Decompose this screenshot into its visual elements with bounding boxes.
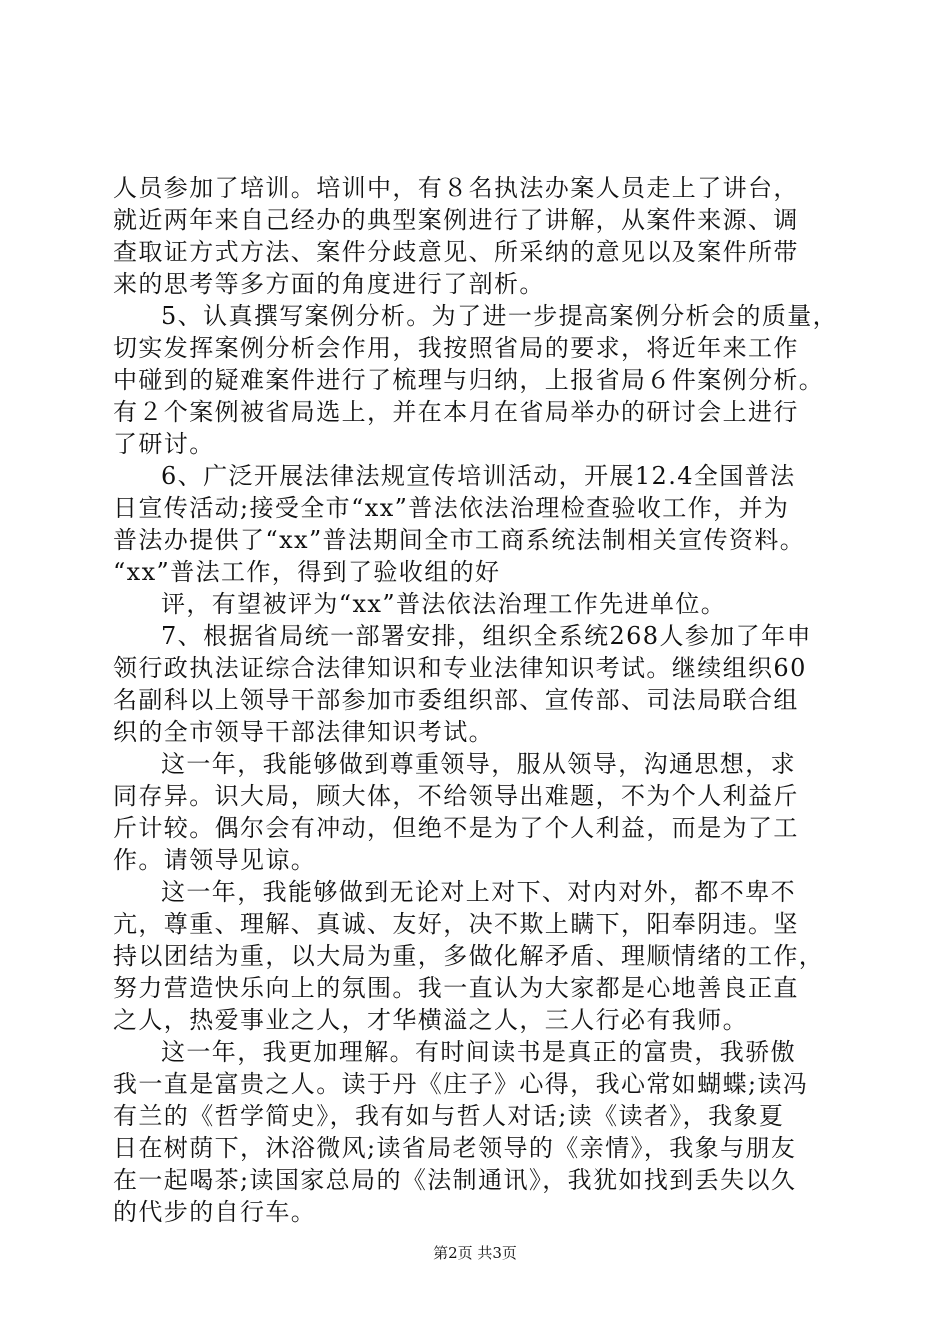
page-number-label: 第2页 共3页 <box>433 1244 517 1262</box>
text-line: 这一年，我能够做到尊重领导，服从领导，沟通思想，求 <box>161 750 796 778</box>
text-line: 在一起喝茶;读国家总局的《法制通讯》，我犹如找到丢失以久 <box>113 1166 797 1194</box>
text-line: 织的全市领导干部法律知识考试。 <box>113 718 494 746</box>
document-body <box>113 172 843 1228</box>
text-line: 了研讨。 <box>113 430 215 458</box>
text-line: 持以团结为重，以大局为重，多做化解矛盾、理顺情绪的工作， <box>113 942 825 970</box>
text-line: 日宣传活动;接受全市“xx”普法依法治理检查验收工作，并为 <box>113 494 790 522</box>
text-line: 7、根据省局统一部署安排，组织全系统268人参加了年申 <box>161 622 812 650</box>
text-line: 5、认真撰写案例分析。为了进一步提高案例分析会的质量， <box>161 302 839 330</box>
text-line: 我一直是富贵之人。读于丹《庄子》心得，我心常如蝴蝶;读冯 <box>113 1070 809 1098</box>
text-line: 有２个案例被省局选上，并在本月在省局举办的研讨会上进行 <box>113 398 799 426</box>
text-line: 有兰的《哲学简史》，我有如与哲人对话;读《读者》，我象夏 <box>113 1102 785 1130</box>
text-line: 的代步的自行车。 <box>113 1198 317 1226</box>
text-line: 评，有望被评为“xx”普法依法治理工作先进单位。 <box>161 590 727 618</box>
page-footer <box>0 1243 950 1263</box>
text-line: 查取证方式方法、案件分歧意见、所采纳的意见以及案件所带 <box>113 238 799 266</box>
text-line: 亢，尊重、理解、真诚、友好，决不欺上瞒下，阳奉阴违。坚 <box>113 910 799 938</box>
text-line: 普法办提供了“xx”普法期间全市工商系统法制相关宣传资料。 <box>113 526 806 554</box>
text-line: 作。请领导见谅。 <box>113 846 317 874</box>
text-line: 来的思考等多方面的角度进行了剖析。 <box>113 270 545 298</box>
text-line: 名副科以上领导干部参加市委组织部、宣传部、司法局联合组 <box>113 686 799 714</box>
text-line: 就近两年来自己经办的典型案例进行了讲解，从案件来源、调 <box>113 206 799 234</box>
text-line: 6、广泛开展法律法规宣传培训活动，开展12.4全国普法 <box>161 462 796 490</box>
text-line: “xx”普法工作，得到了验收组的好 <box>113 558 501 586</box>
text-line: 切实发挥案例分析会作用，我按照省局的要求，将近年来工作 <box>113 334 799 362</box>
text-line: 斤计较。偶尔会有冲动，但绝不是为了个人利益，而是为了工 <box>113 814 799 842</box>
text-line: 同存异。识大局，顾大体，不给领导出难题，不为个人利益斤 <box>113 782 799 810</box>
text-line: 日在树荫下，沐浴微风;读省局老领导的《亲情》，我象与朋友 <box>113 1134 797 1162</box>
text-line: 中碰到的疑难案件进行了梳理与归纳，上报省局６件案例分析。 <box>113 366 825 394</box>
text-line: 领行政执法证综合法律知识和专业法律知识考试。继续组织60 <box>113 654 807 682</box>
text-line: 人员参加了培训。培训中，有８名执法办案人员走上了讲台， <box>113 174 799 202</box>
text-line: 之人，热爱事业之人，才华横溢之人，三人行必有我师。 <box>113 1006 748 1034</box>
text-line: 这一年，我能够做到无论对上对下、对内对外，都不卑不 <box>161 878 796 906</box>
text-line: 努力营造快乐向上的氛围。我一直认为大家都是心地善良正直 <box>113 974 799 1002</box>
text-line: 这一年，我更加理解。有时间读书是真正的富贵，我骄傲 <box>161 1038 796 1066</box>
